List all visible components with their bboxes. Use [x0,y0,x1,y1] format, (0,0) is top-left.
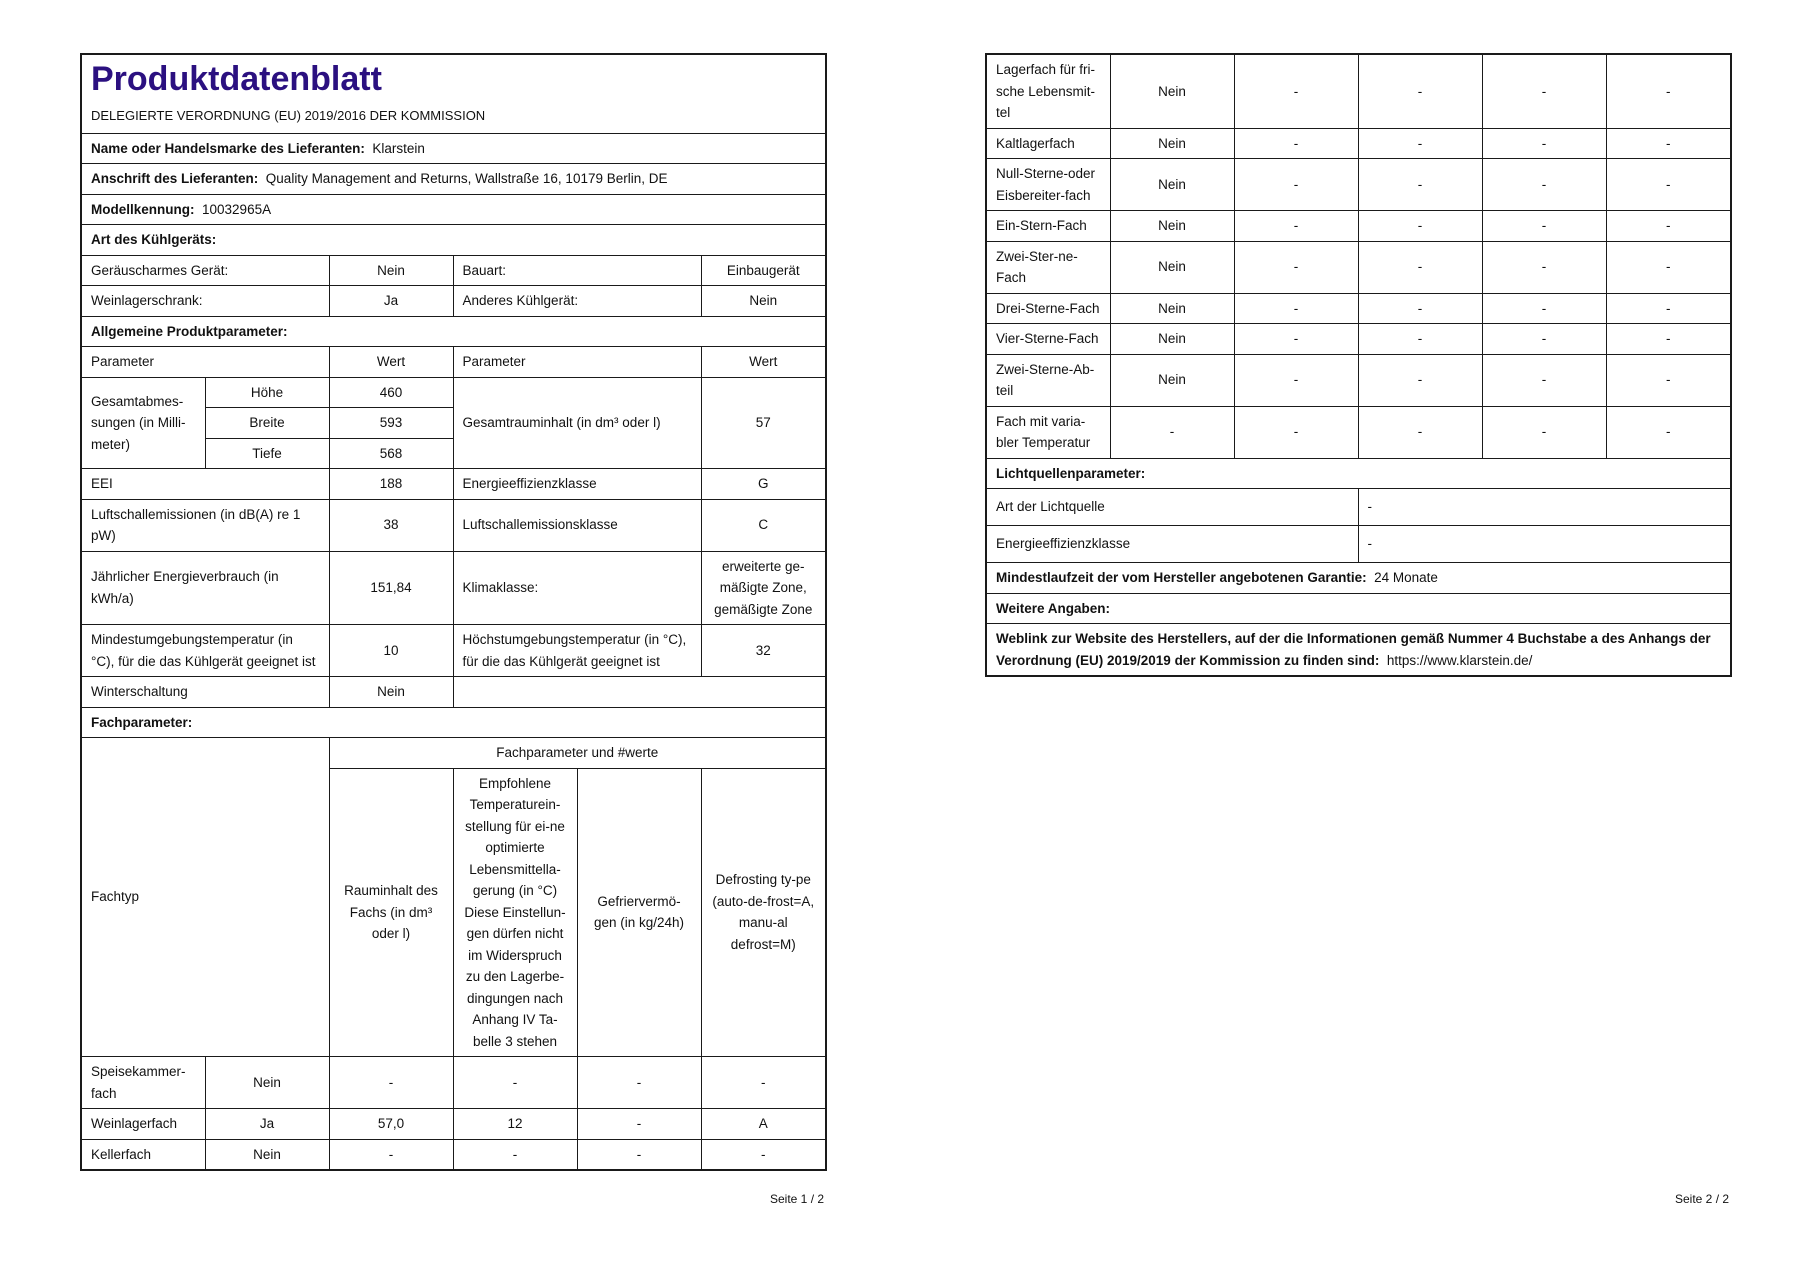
compartment-name: Kaltlagerfach [986,128,1110,159]
max-temp-label: Höchstumgebungstemperatur (in °C), für die das Kühlgerät geeignet ist [453,625,701,677]
annual-energy-label: Jährlicher Energieverbrauch (in kWh/a) [81,551,329,625]
compartment-present: Nein [1110,354,1234,406]
weblink-url[interactable]: https://www.klarstein.de/ [1386,652,1533,668]
supplier-address-value: Quality Management and Returns, Wallstraße 16, 10179 Berlin, DE [265,171,668,186]
energy-class-value: G [701,469,826,500]
height-value: 460 [329,377,453,408]
noise-class-value: C [701,499,826,551]
energy-class-label: Energieeffizienzklasse [453,469,701,500]
light-source-header: Lichtquellenparameter: [986,458,1731,489]
compartment-present: Nein [1110,128,1234,159]
page-number-2: Seite 2 / 2 [1675,1192,1730,1206]
page-1 [80,53,825,1171]
compartment-volume: - [1234,354,1358,406]
compartment-volume: - [1234,128,1358,159]
volume-value: 57 [701,377,826,469]
compartment-name: Zwei-Sterne-Ab-teil [986,354,1110,406]
max-temp-value: 32 [701,625,826,677]
compartment-name: Lagerfach für fri-sche Lebensmit-tel [986,54,1110,128]
col-freeze-header: Gefriervermö-gen (in kg/24h) [577,768,701,1057]
more-info-header: Weitere Angaben: [986,593,1731,624]
warranty-value: 24 Monate [1374,570,1438,585]
compartment-present: Nein [1110,54,1234,128]
supplier-name-label: Name oder Handelsmarke des Lieferanten: [91,140,365,156]
winter-label: Winterschaltung [81,677,329,708]
compartment-name: Drei-Sterne-Fach [986,293,1110,324]
col-defrost-header: Defrosting ty-pe (auto-de-frost=A, manu-al defrost=M) [701,768,826,1057]
compartment-type-label: Fachtyp [81,738,329,1057]
compartment-freeze: - [1482,54,1606,128]
compartment-temp: - [1358,159,1482,211]
supplier-address-row [81,164,826,195]
height-label: Höhe [205,377,329,408]
param-col-header-2: Parameter [453,347,701,378]
page-number-1: Seite 1 / 2 [770,1192,825,1206]
compartment-defrost: - [1606,324,1731,355]
page-title: Produktdatenblatt [91,60,382,98]
compartment-defrost: - [1606,211,1731,242]
compartment-freeze: - [1482,324,1606,355]
compartment-present: Nein [1110,293,1234,324]
other-device-label: Anderes Kühlgerät: [453,286,701,317]
width-label: Breite [205,408,329,439]
depth-value: 568 [329,438,453,469]
col-volume-header: Rauminhalt des Fachs (in dm³ oder l) [329,768,453,1057]
param-col-header: Parameter [81,347,329,378]
low-noise-value: Nein [329,255,453,286]
compartment-volume: - [1234,211,1358,242]
empty-cell [453,677,826,708]
compartment-row [986,54,1731,128]
weblink-row [986,624,1731,677]
compartment-defrost: - [1606,159,1731,211]
compartment-freeze: - [1482,406,1606,458]
dimensions-label: Gesamtabmes-sungen (in Milli-meter) [81,377,205,469]
supplier-name-value: Klarstein [372,140,425,156]
compartment-defrost: - [1606,241,1731,293]
compartment-freeze: - [577,1139,701,1170]
light-type-label: Art der Lichtquelle [986,489,1358,526]
light-type-value: - [1358,489,1731,526]
compartment-params-header: Fachparameter: [81,707,826,738]
compartment-row [986,406,1731,458]
model-label: Modellkennung: [91,201,195,217]
compartment-name: Fach mit varia-bler Temperatur [986,406,1110,458]
compartment-volume: - [329,1057,453,1109]
compartment-freeze: - [1482,128,1606,159]
eei-value: 188 [329,469,453,500]
compartment-freeze: - [577,1057,701,1109]
compartment-present: Ja [205,1109,329,1140]
compartment-temp: - [1358,54,1482,128]
compartment-row [81,1109,826,1140]
compartment-volume: - [1234,241,1358,293]
compartment-volume: - [329,1139,453,1170]
model-value: 10032965A [202,201,272,217]
value-col-header-2: Wert [701,347,826,378]
supplier-name-row [81,133,826,164]
compartment-name: Vier-Sterne-Fach [986,324,1110,355]
compartment-temp: - [1358,293,1482,324]
compartment-present: Nein [205,1139,329,1170]
design-value: Einbaugerät [701,255,826,286]
compartment-temp: - [1358,128,1482,159]
compartment-temp: - [453,1057,577,1109]
title-cell [81,54,826,133]
noise-value: 38 [329,499,453,551]
wine-cabinet-label: Weinlagerschrank: [81,286,329,317]
compartment-name: Speisekammer-fach [81,1057,205,1109]
volume-label: Gesamtrauminhalt (in dm³ oder l) [453,377,701,469]
compartment-defrost: - [701,1139,826,1170]
compartment-row [986,159,1731,211]
compartment-volume: 57,0 [329,1109,453,1140]
climate-value: erweiterte ge-mäßigte Zone, gemäßigte Zone [701,551,826,625]
compartment-volume: - [1234,293,1358,324]
compartment-defrost: - [1606,354,1731,406]
winter-value: Nein [329,677,453,708]
compartment-name: Null-Sterne-oder Eisbereiter-fach [986,159,1110,211]
compartment-volume: - [1234,54,1358,128]
compartment-temp: - [453,1139,577,1170]
compartment-volume: - [1234,406,1358,458]
compartment-row [986,354,1731,406]
compartment-temp: - [1358,211,1482,242]
compartment-temp: 12 [453,1109,577,1140]
model-row [81,194,826,225]
climate-label: Klimaklasse: [453,551,701,625]
compartment-freeze: - [577,1109,701,1140]
regulation-subtitle: DELEGIERTE VERORDNUNG (EU) 2019/2016 DER KOMMISSION [91,108,486,123]
compartment-freeze: - [1482,354,1606,406]
compartment-present: Nein [1110,159,1234,211]
compartment-temp: - [1358,324,1482,355]
compartment-row [986,128,1731,159]
compartment-defrost: - [1606,406,1731,458]
compartment-present: - [1110,406,1234,458]
compartment-values-header: Fachparameter und #werte [329,738,826,769]
annual-energy-value: 151,84 [329,551,453,625]
compartment-defrost: A [701,1109,826,1140]
light-class-label: Energieeffizienzklasse [986,526,1358,563]
compartment-present: Nein [1110,241,1234,293]
compartment-row [986,211,1731,242]
compartment-freeze: - [1482,211,1606,242]
design-label: Bauart: [453,255,701,286]
compartment-name: Zwei-Ster-ne-Fach [986,241,1110,293]
eei-label: EEI [81,469,329,500]
weblink-label: Weblink zur Website des Herstellers, auf der die Informationen gemäß Nummer 4 Buchstabe a des Anhangs der Verordnung (EU) 2019/2019 der Kommission zu finden sind: [996,631,1711,668]
compartment-defrost: - [1606,293,1731,324]
general-params-header: Allgemeine Produktparameter: [81,316,826,347]
compartment-name: Weinlagerfach [81,1109,205,1140]
device-type-row [81,286,826,317]
compartment-row [81,1139,826,1170]
compartment-present: Nein [205,1057,329,1109]
width-value: 593 [329,408,453,439]
min-temp-label: Mindestumgebungstemperatur (in °C), für die das Kühlgerät geeignet ist [81,625,329,677]
compartment-freeze: - [1482,159,1606,211]
compartment-row [986,293,1731,324]
warranty-row [986,563,1731,594]
compartment-temp: - [1358,354,1482,406]
compartment-row [986,324,1731,355]
warranty-label: Mindestlaufzeit der vom Hersteller angebotenen Garantie: [996,570,1367,585]
compartment-defrost: - [1606,128,1731,159]
device-type-row [81,255,826,286]
compartment-row [986,241,1731,293]
noise-label: Luftschallemissionen (in dB(A) re 1 pW) [81,499,329,551]
compartment-temp: - [1358,241,1482,293]
product-data-table-continued [985,53,1732,677]
depth-label: Tiefe [205,438,329,469]
device-type-header: Art des Kühlgeräts: [81,225,826,256]
compartment-name: Kellerfach [81,1139,205,1170]
compartment-volume: - [1234,324,1358,355]
supplier-address-label: Anschrift des Lieferanten: [91,171,259,186]
compartment-freeze: - [1482,293,1606,324]
compartment-present: Nein [1110,324,1234,355]
light-class-value: - [1358,526,1731,563]
low-noise-label: Geräuscharmes Gerät: [81,255,329,286]
compartment-row [81,1057,826,1109]
compartment-freeze: - [1482,241,1606,293]
compartment-temp: - [1358,406,1482,458]
other-device-value: Nein [701,286,826,317]
compartment-defrost: - [701,1057,826,1109]
compartment-defrost: - [1606,54,1731,128]
value-col-header: Wert [329,347,453,378]
compartment-present: Nein [1110,211,1234,242]
compartment-name: Ein-Stern-Fach [986,211,1110,242]
wine-cabinet-value: Ja [329,286,453,317]
compartment-volume: - [1234,159,1358,211]
product-data-table [80,53,827,1171]
min-temp-value: 10 [329,625,453,677]
noise-class-label: Luftschallemissionsklasse [453,499,701,551]
col-temp-header: Empfohlene Temperaturein-stellung für ei-ne optimierte Lebensmittella-gerung (in °C) Diese Einstellun-gen dürfen nicht im Widerspruch zu den Lagerbe-dingungen nach Anhang IV Ta-belle 3 stehen [453,768,577,1057]
page-2 [985,53,1730,677]
